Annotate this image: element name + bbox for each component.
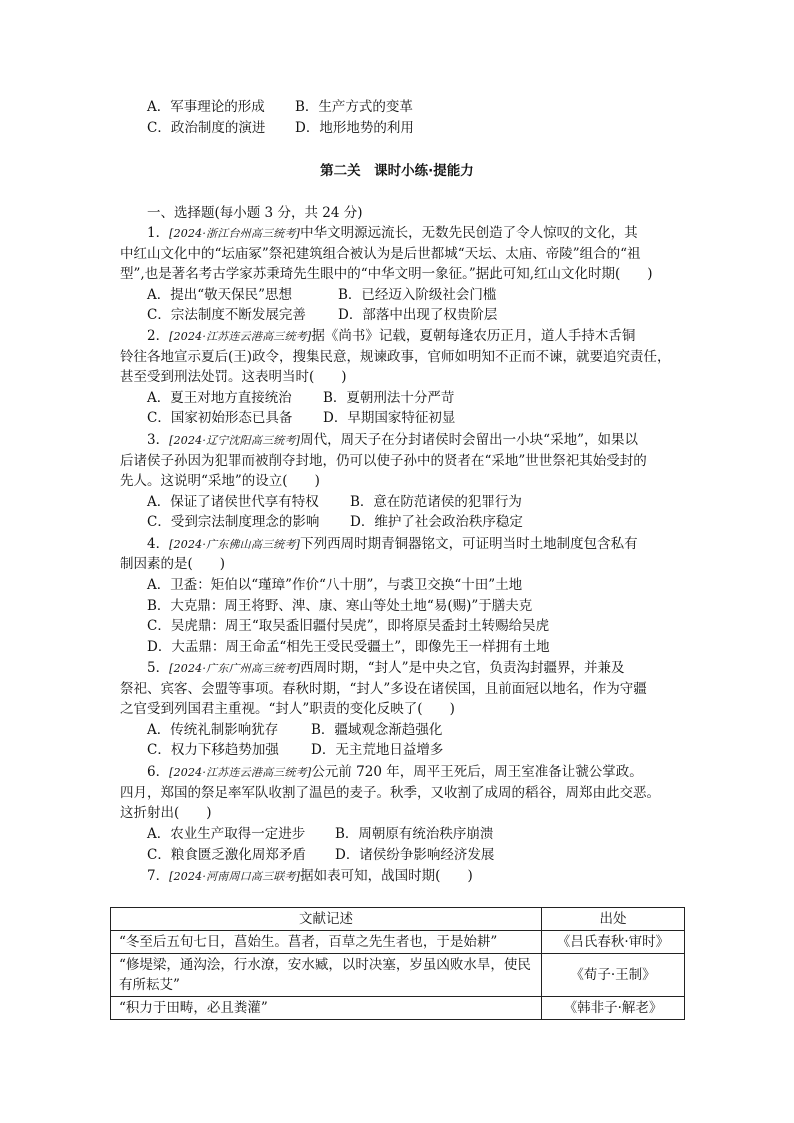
- option-c: C．政治制度的演进: [147, 120, 266, 136]
- table-cell: “修堤梁，通沟浍，行水潦，安水臧，以时决塞，岁虽凶败水旱，使民有所耘艾”: [111, 954, 542, 997]
- question-text: 中华文明源远流长，无数先民创造了令人惊叹的文化，其: [300, 225, 638, 241]
- question-3-line: [147, 430, 638, 451]
- source-table: [110, 907, 685, 1020]
- question-number: 3．: [147, 432, 170, 448]
- option-b: B．周朝原有统治秩序崩溃: [335, 826, 494, 842]
- option-row: [147, 305, 497, 325]
- option-c: C．宗法制度不断发展完善: [147, 307, 306, 323]
- option-row: [147, 118, 414, 138]
- table-header-cell: 文献记述: [111, 908, 542, 931]
- table-cell: 《荀子·王制》: [542, 954, 685, 997]
- question-text: 西周时期，“封人”是中央之官，负责沟封疆界，并兼及: [300, 660, 625, 676]
- table-header-cell: 出处: [542, 908, 685, 931]
- question-number: 7．: [147, 868, 170, 884]
- table-row: [111, 931, 685, 954]
- option-row: [147, 285, 496, 305]
- option-b: B．夏朝刑法十分严苛: [323, 390, 455, 406]
- question-text: 先人。这说明“采地”的设立( ): [120, 473, 320, 489]
- question-number: 1．: [147, 225, 170, 241]
- option-b: B．已经迈入阶级社会门槛: [338, 287, 497, 303]
- question-text: 下列西周时期青铜器铭文，可证明当时土地制度包含私有: [300, 536, 638, 552]
- question-6-line: [147, 762, 643, 783]
- option-c: C．权力下移趋势加强: [147, 742, 279, 758]
- question-5-line: [147, 658, 624, 679]
- question-text: 祭祀、宾客、会盟等事项。春秋时期，“封人”多设在诸侯国，且前面冠以地名，作为守疆: [120, 681, 647, 697]
- option-c: C．粮食匮乏激化周郑矛盾: [147, 847, 306, 863]
- option-d: D．维护了社会政治秩序稳定: [350, 514, 523, 530]
- question-text: 四月，郑国的祭足率军队收割了温邑的麦子。秋季，又收割了成周的稻谷，周郑由此交恶。: [120, 785, 660, 801]
- option-row: [147, 740, 443, 760]
- option-row: [147, 512, 523, 532]
- option-d: D．诸侯纷争影响经济发展: [335, 847, 495, 863]
- question-1-line: [147, 223, 638, 244]
- question-text: 后诸侯子孙因为犯罪而被削夺封地，仍可以使子孙中的贤者在“采地”世世祭祀其始受封的: [120, 453, 647, 469]
- table-row: [111, 997, 685, 1020]
- question-text: 型”,也是著名考古学家苏秉琦先生眼中的“中华文明一象征。”据此可知,红山文化时期( ): [120, 266, 653, 282]
- question-7-line: [147, 866, 473, 887]
- option-a: A．农业生产取得一定进步: [147, 826, 306, 842]
- question-2-line: [147, 326, 635, 347]
- option-d: D．地形地势的利用: [295, 120, 414, 136]
- table-cell: “积力于田畴，必且粪灌”: [111, 997, 542, 1020]
- question-source: [2024·辽宁沈阳高三统考]: [169, 434, 301, 447]
- option-row: [147, 97, 413, 117]
- option-d: D．早期国家特征初显: [323, 410, 456, 426]
- question-source: [2024·广东广州高三统考]: [169, 662, 301, 675]
- question-number: 6．: [147, 764, 170, 780]
- question-source: [2024·江苏连云港高三统考]: [169, 766, 312, 779]
- question-4-line: [147, 534, 638, 555]
- option-b: B．疆域观念渐趋强化: [311, 722, 443, 738]
- question-text: 公元前 720 年，周平王死后，周王室准备让虢公掌政。: [311, 764, 643, 780]
- question-source: [2024·广东佛山高三统考]: [169, 538, 301, 551]
- option-c: C．受到宗法制度理念的影响: [147, 514, 320, 530]
- option-d: D．部落中出现了权贵阶层: [338, 307, 498, 323]
- question-text: 据《尚书》记载，夏朝每逢农历正月，道人手持木舌铜: [311, 328, 636, 344]
- table-cell: 《韩非子·解老》: [542, 997, 685, 1020]
- option-a: A．保证了诸侯世代享有特权: [147, 494, 319, 510]
- option-b: B．意在防范诸侯的犯罪行为: [350, 494, 522, 510]
- option-row: [147, 720, 442, 740]
- option-row: [147, 492, 522, 512]
- table-cell: “冬至后五旬七日，菖始生。菖者，百草之先生者也，于是始耕”: [111, 931, 542, 954]
- option-row: [147, 845, 494, 865]
- question-text: 制因素的是( ): [120, 556, 226, 572]
- table-cell: 《吕氏春秋·审时》: [542, 931, 685, 954]
- question-source: [2024·江苏连云港高三统考]: [169, 330, 312, 343]
- part-heading: 一、选择题(每小题 3 分，共 24 分): [147, 205, 363, 221]
- option-row: [147, 408, 455, 428]
- question-number: 2．: [147, 328, 170, 344]
- question-text: 铃往各地宣示夏后(王)政令，搜集民意，规谏政事，官师如明知不正而不谏，就要追究责任，: [120, 349, 671, 365]
- option-d: D．无主荒地日益增多: [311, 742, 444, 758]
- question-text: 之官受到列国君主重视。“封人”职责的变化反映了( ): [120, 701, 455, 717]
- section-title: 第二关 课时小练·提能力: [320, 163, 474, 179]
- question-text: 甚至受到刑法处罚。这表明当时( ): [120, 369, 347, 385]
- question-text: 据如表可知，战国时期( ): [300, 868, 473, 884]
- question-text: 这折射出( ): [120, 805, 212, 821]
- table-row: [111, 954, 685, 997]
- option-row: [147, 824, 493, 844]
- option-d: D．大盂鼎：周王命孟“相先王受民受疆土”，即像先王一样拥有土地: [147, 639, 550, 655]
- question-source: [2024·浙江台州高三统考]: [169, 227, 301, 240]
- option-a: A．军事理论的形成: [147, 99, 265, 115]
- option-c: C．吴虎鼎：周王“取吴盉旧疆付吴虎”，即将原吴盉封土转赐给吴虎: [147, 618, 550, 634]
- option-b: B．生产方式的变革: [295, 99, 413, 115]
- option-a: A．夏王对地方直接统治: [147, 390, 292, 406]
- option-c: C．国家初始形态已具备: [147, 410, 293, 426]
- question-number: 4．: [147, 536, 170, 552]
- option-b: B．大克鼎：周王将野、渒、康、寒山等处土地“易(赐)”于膳夫克: [147, 598, 533, 614]
- question-text: 中红山文化中的“坛庙冢”祭祀建筑组合被认为是后世都城“天坛、太庙、帝陵”组合的“祖: [120, 246, 641, 262]
- question-number: 5．: [147, 660, 170, 676]
- option-row: [147, 388, 454, 408]
- question-text: 周代，周天子在分封诸侯时会留出一小块“采地”，如果以: [300, 432, 638, 448]
- option-a: A．提出“敬天保民”思想: [147, 287, 293, 303]
- table-header-row: [111, 908, 685, 931]
- option-a: A．卫盉：矩伯以“瑾璋”作价“八十朋”，与裘卫交换“十田”土地: [147, 577, 523, 593]
- question-source: [2024·河南周口高三联考]: [169, 870, 301, 883]
- option-a: A．传统礼制影响犹存: [147, 722, 279, 738]
